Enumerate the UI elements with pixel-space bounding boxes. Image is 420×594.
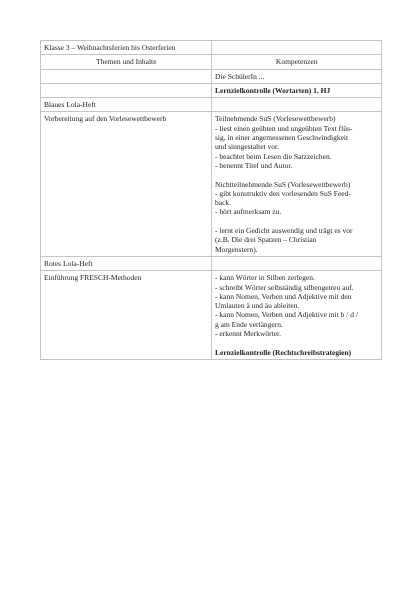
table-cell-left: Vorbereitung auf den Vorlesewettbewerb (41, 112, 212, 256)
text-line: - schreibt Wörter selbständig silbengetreu auf. (215, 282, 354, 292)
text-line: Morgenstern). (215, 244, 258, 254)
table-row (41, 112, 382, 256)
table-cell-right (212, 271, 382, 360)
text-line: (z.B. Die drei Spatzen – Christian (215, 235, 317, 245)
table-row (41, 271, 382, 360)
table-cell-left: Blaues Lola-Heft (41, 98, 212, 112)
table-cell-left: Rotes Lola-Heft (41, 256, 212, 270)
table-cell-left (41, 69, 212, 83)
text-line: - hört aufmerksam zu. (215, 207, 282, 217)
text-line: sig, in einer angemessenen Geschwindigkeit (215, 133, 349, 143)
text-line: Nichtteilnehmende SuS (Vorlesewettbewerb) (215, 179, 351, 189)
text-line: g am Ende verlängern. (215, 319, 283, 329)
table-cell-left: Einführung FRESCH-Methoden (41, 271, 212, 360)
text-line: - kann Nomen, Verben und Adjektive mit den (215, 291, 352, 301)
column-header-topics: Themen und Inhalte (41, 55, 212, 69)
text-line: - erkennt Merkwörter. (215, 329, 282, 339)
text-line: - lernt ein Gedicht auswendig und trägt es vor (215, 226, 353, 236)
text-line: back. (215, 198, 232, 208)
text-line: - kann Nomen, Verben und Adjektive mit b / d / (215, 310, 358, 320)
table-cell-right (212, 41, 382, 55)
table-row (41, 41, 382, 55)
text-line: und sinngestaltet vor. (215, 142, 279, 152)
assessment-label: Lernzielkontrolle (Wortarten) 1. HJ (212, 83, 382, 97)
text-line: - benennt Titel und Autor. (215, 160, 293, 170)
table-row (41, 256, 382, 270)
table-row (41, 83, 382, 97)
table-cell-right (212, 98, 382, 112)
assessment-label: Lernzielkontrolle (Rechtschreibstrategien) (215, 347, 352, 357)
text-line: - kann Wörter in Silben zerlegen. (215, 273, 315, 283)
blank-line (215, 217, 379, 226)
blank-line (215, 170, 379, 179)
table-cell-left (41, 83, 212, 97)
text-line: - beachtet beim Lesen die Satzzeichen. (215, 151, 332, 161)
text-line: - gibt konstruktiv den vorlesenden SuS Feed- (215, 188, 351, 198)
table-cell-left: Klasse 3 – Weihnachtsferien bis Osterferien (41, 41, 212, 55)
table-row (41, 69, 382, 83)
table-cell-right (212, 112, 382, 256)
table-header-row (41, 55, 382, 69)
blank-line (215, 338, 379, 347)
table-row (41, 98, 382, 112)
column-header-competences: Kompetenzen (212, 55, 382, 69)
table-cell-right: Die SchülerIn ... (212, 69, 382, 83)
table-cell-right (212, 256, 382, 270)
text-line: - liest einen geübten und ungeübten Text flüs- (215, 123, 353, 133)
curriculum-table (40, 40, 382, 360)
curriculum-table-body (41, 41, 382, 360)
text-line: Umlauten ä und äu ableiten. (215, 301, 300, 311)
text-line: Teilnehmende SuS (Vorlesewettbewerb) (215, 114, 336, 124)
